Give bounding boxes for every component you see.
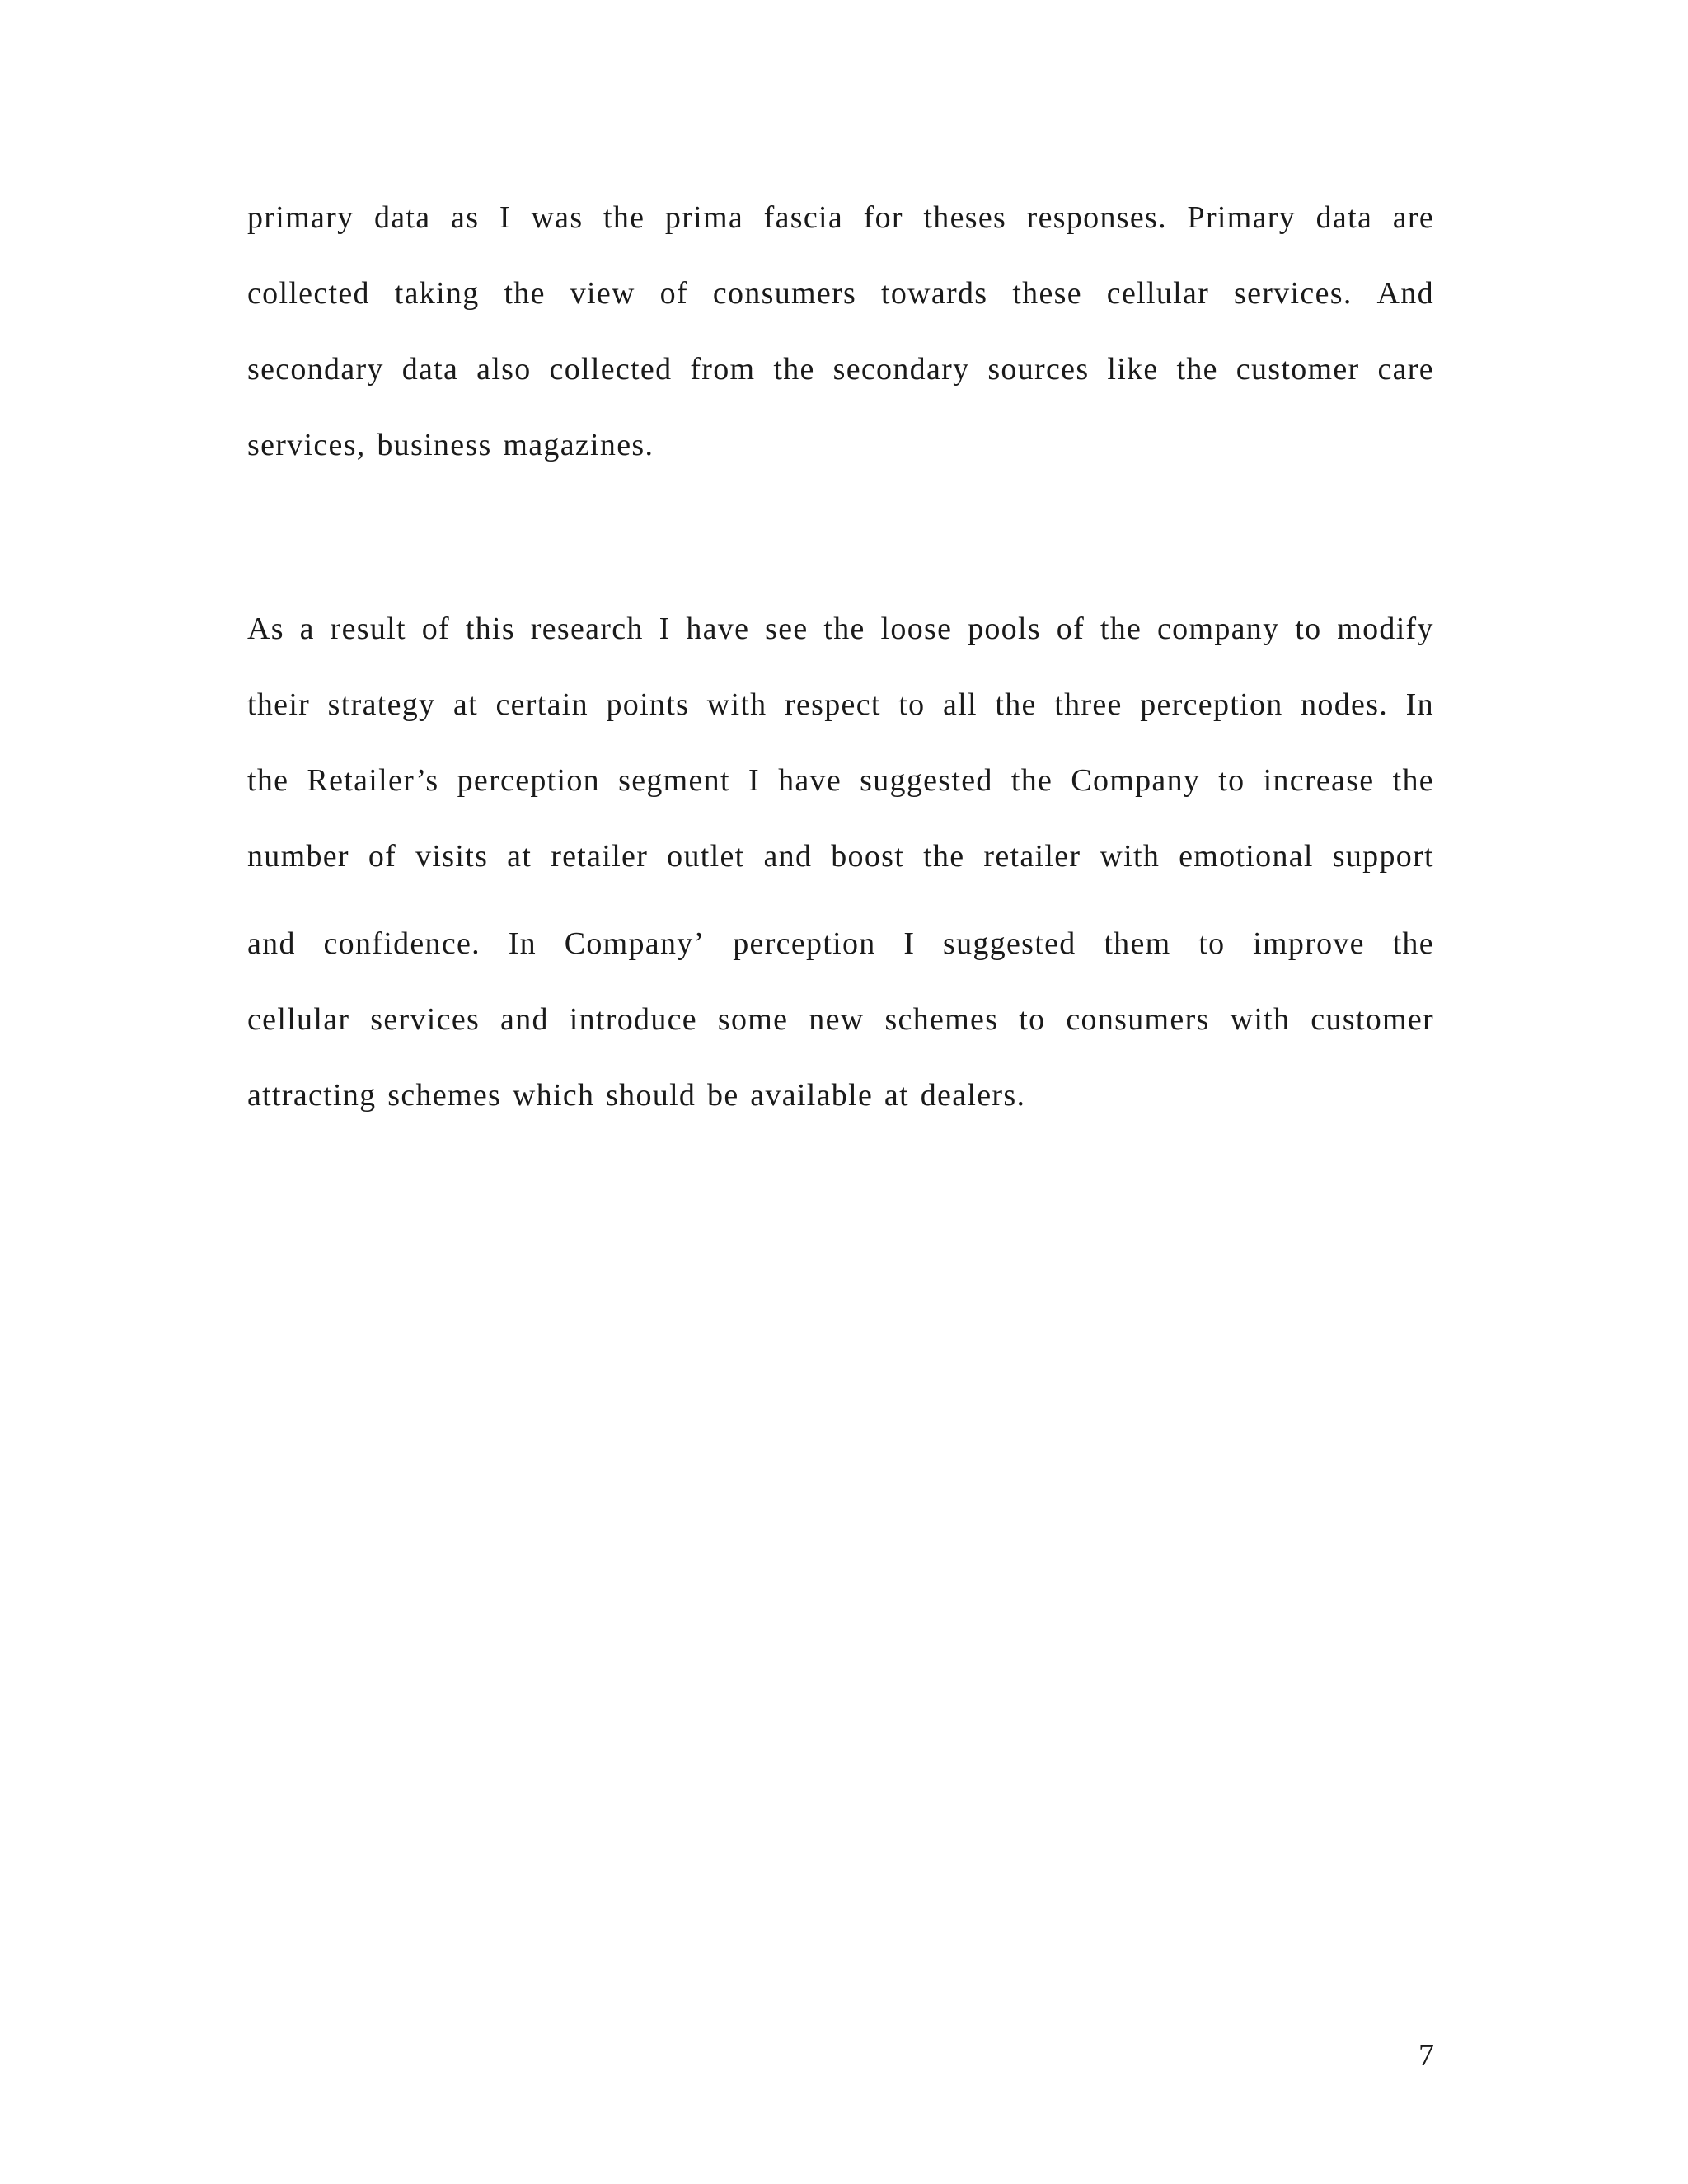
text-line: attracting schemes which should be available at dealers.	[247, 1078, 1026, 1113]
text-line: and confidence. In Company’ perception I suggested them to improve the	[247, 926, 1434, 961]
text-line: number of visits at retailer outlet and boost the retailer with emotional support	[247, 839, 1434, 874]
text-line: their strategy at certain points with respect to all the three perception nodes. In	[247, 687, 1434, 722]
text-line: secondary data also collected from the secondary sources like the customer care	[247, 352, 1434, 387]
paragraph-research-results	[247, 591, 1434, 1133]
text-line: the Retailer’s perception segment I have suggested the Company to increase the	[247, 763, 1434, 798]
paragraph-data-collection	[247, 180, 1434, 483]
text-line: cellular services and introduce some new schemes to consumers with customer	[247, 1002, 1434, 1037]
text-line: services, business magazines.	[247, 428, 654, 462]
text-line: primary data as I was the prima fascia for theses responses. Primary data are	[247, 200, 1434, 235]
text-line: collected taking the view of consumers towards these cellular services. And	[247, 276, 1434, 311]
page-number: 7	[1418, 2038, 1434, 2073]
text-line: As a result of this research I have see the loose pools of the company to modify	[247, 612, 1434, 646]
